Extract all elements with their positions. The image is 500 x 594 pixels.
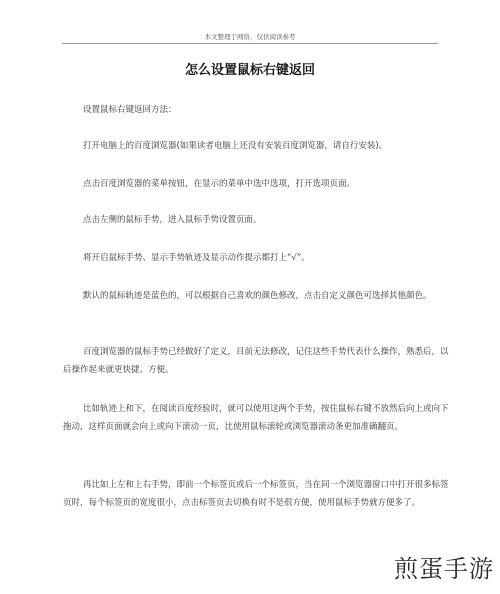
paragraph: 百度浏览器的鼠标手势已经做好了定义，目前无法修改，记住这些手势代表什么操作，熟悉后，以后操作起来就更快捷、方便。	[63, 347, 449, 375]
paragraph: 再比如上左和上右手势，即前一个标签页或后一个标签页，当在同一个浏览器窗口中打开很多标签页时，每个标签页的宽度很小，点击标签页去切换有时不是很方便，使用鼠标手势就方便多了。	[63, 480, 449, 508]
paragraph: 点击左侧的鼠标手势，进入鼠标手势设置页面。	[83, 215, 262, 225]
header-note: 本文整理于网络，仅供阅读参考	[204, 33, 296, 41]
watermark-logo: 煎蛋手游	[394, 555, 494, 583]
paragraph: 点击百度浏览器的菜单按钮，在显示的菜单中选中选项，打开选项页面。	[83, 179, 356, 189]
paragraph: 打开电脑上的百度浏览器(如果读者电脑上还没有安装百度浏览器，请自行安装)。	[83, 141, 388, 151]
header-divider	[62, 43, 438, 44]
paragraph: 设置鼠标右键返回方法：	[83, 105, 177, 115]
document-title: 怎么设置鼠标右键返回	[184, 63, 315, 78]
paragraph: 默认的鼠标轨迹是蓝色的，可以根据自己喜欢的颜色修改，点击自定义颜色可选择其他颜色。	[83, 291, 432, 301]
paragraph: 比如轨迹上和下，在阅读百度经验时，就可以使用这两个手势，按住鼠标右键不放然后向上或向下拖动，这样页面就会向上或向下滚动一页，比使用鼠标滚轮或浏览器滚动条更加准确翻页。	[63, 404, 449, 432]
paragraph: 将开启鼠标手势、显示手势轨迹及显示动作提示都打上“√”。	[83, 253, 310, 263]
